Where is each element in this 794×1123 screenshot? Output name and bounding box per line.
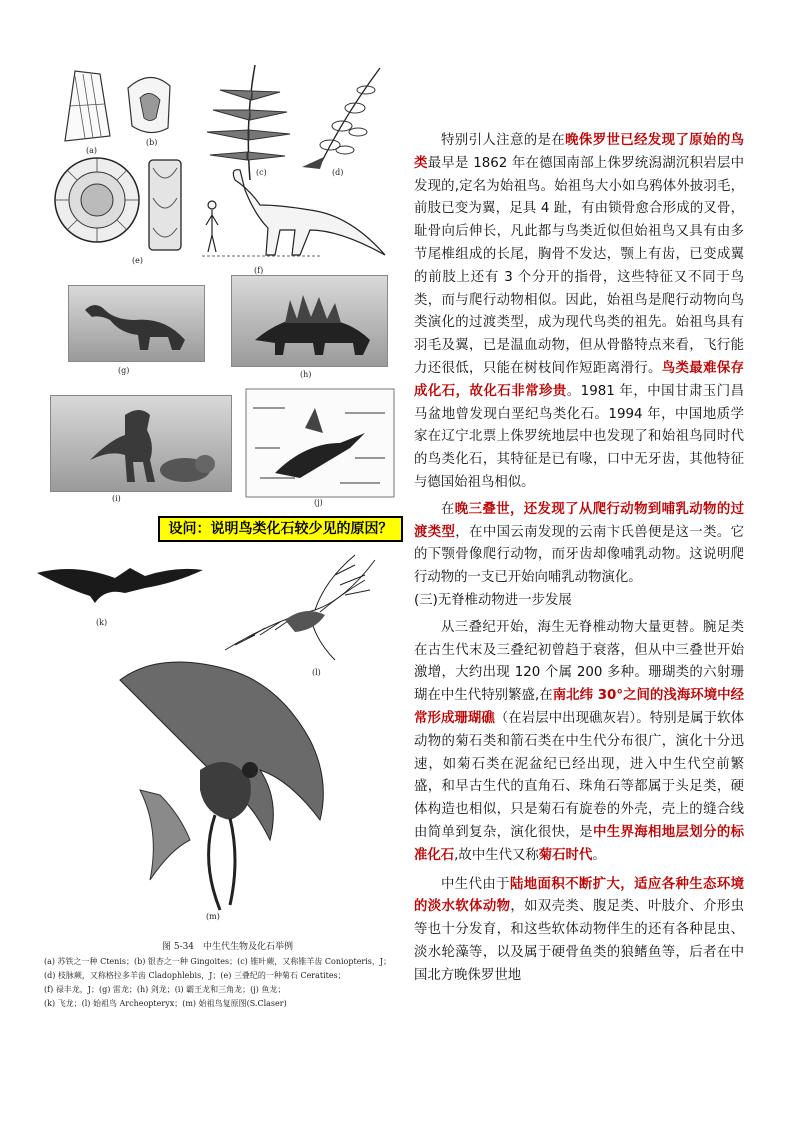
fossil-illustration-k (35, 548, 205, 618)
paragraph-transitional-mammal (414, 499, 744, 590)
text: （在岩层中出现礁灰岩）。特别是属于软体动物的菊石类和箭石类在中生代分布很广，演化十分迅速，如菊石类在泥盆纪已经出现，进入中生代空前繁盛，和早古生代的直角石、珠角石等都属于头足类，硬体构造也相似，只是菊石有旋卷的外壳，壳上的缝合线由简单到复杂，演化很快，是 (414, 710, 744, 840)
paragraph-invertebrates (414, 617, 744, 868)
figure-label-h: (h) (300, 370, 312, 379)
figure-label-i: (i) (112, 494, 121, 503)
text: 特别引人注意的是在 (441, 133, 566, 148)
highlight-text: 中生界海相地层划分的标准化石 (414, 824, 744, 863)
text: ,故中生代又称 (454, 847, 539, 863)
figure-label-g: (g) (118, 366, 130, 375)
figure-label-a: (a) (86, 146, 98, 155)
paragraph-freshwater (414, 874, 744, 988)
brontosaurus-silhouette (80, 295, 195, 355)
highlight-text: 晚三叠世，还发现了从爬行动物到哺乳动物的过渡类型 (414, 501, 745, 540)
figure-label-l: (l) (312, 668, 321, 677)
text: 在 (441, 501, 455, 517)
highlight-text: 陆地面积不断扩大，适应各种生态环境的淡水软体动物 (414, 876, 745, 915)
fossil-illustration-a (55, 66, 115, 146)
section-heading: (三)无脊椎动物进一步发展 (414, 592, 572, 608)
figure-label-e: (e) (132, 256, 143, 265)
figure-label-j: (j) (314, 498, 323, 507)
highlight-text: 南北纬 30°之间的浅海环境中经常形成珊瑚礁 (414, 688, 744, 726)
highlight-text: 晚侏罗世已经发现了原始的鸟类 (414, 133, 745, 171)
highlight-text: 菊石时代 (538, 847, 593, 863)
fossil-illustration-e-section (145, 158, 185, 253)
caption-line: (k) 飞龙；(l) 始祖鸟 Archeopteryx；(m) 始祖鸟复原图(S.Claser) (44, 999, 287, 1008)
text: ，如双壳类、腹足类、叶肢介、介形虫等也十分发育，和这些软体动物伴生的还有各种昆虫、淡水轮藻等，以及属于硬骨鱼类的狼鳍鱼等，后者在中国北方晚侏罗世地 (414, 899, 744, 983)
figure-label-c: (c) (256, 168, 267, 177)
text: 中生代由于 (441, 876, 510, 892)
fossil-illustration-m (80, 650, 380, 925)
text: 最早是 1862 年在德国南部上侏罗统潟湖沉积岩层中发现的,定名为始祖鸟。始祖鸟大小如乌鸦体外披羽毛，前肢已变为翼，足具 4 趾，有由锁骨愈合形成的叉骨，耻骨向后伸长，凡此都与鸟类近似但始祖鸟又具有由多节尾椎组成的长尾，胸骨不发达，颚上有齿，已变成翼的前肢上还有 3 个分开的指骨，这些特征又不同于鸟类，而与爬行动物相似。因此，始祖鸟是爬行动物向鸟类演化的过渡类型，成为现代鸟类的祖先。始祖鸟具有羽毛及翼，已是温血动物，但从骨骼特点来看，飞行能力还很低，只能在树枝间作短距离滑行。 (414, 155, 745, 376)
fossil-illustration-j (245, 388, 395, 498)
caption-line: (d) 枝脉蕨，又称格拉多羊齿 Cladophlebis，J；(e) 三叠纪的一种菊石 Ceratites； (44, 971, 346, 980)
stegosaurus-silhouette (245, 285, 380, 360)
paragraph-archaeopteryx (414, 130, 744, 495)
figure-label-k: (k) (96, 618, 108, 627)
caption-line: (a) 苏铁之一种 Ctenis；(b) 银杏之一种 Gingoites；(c) 锥叶蕨，又称锥羊齿 Coniopteris，J； (44, 957, 392, 966)
figure-label-d: (d) (332, 168, 344, 177)
body-text-column (414, 130, 744, 987)
figure-caption (40, 940, 415, 1011)
fossil-illustration-f (200, 160, 390, 265)
question-callout: 设问：说明鸟类化石较少见的原因？ (158, 516, 403, 542)
fossil-illustration-b (120, 68, 182, 140)
caption-title: 图 5-34 中生代生物及化石举例 (161, 942, 294, 952)
text: 。 (592, 847, 606, 863)
figure-label-f: (f) (254, 266, 264, 275)
text: 。1981 年，中国甘肃玉门昌马盆地曾发现白垩纪鸟类化石。1994 年，中国地质学家在辽宁北票上侏罗统地层中也发现了和始祖鸟同时代的鸟类化石，其特征是已有喙，口中无牙齿，其他特征与德国始祖鸟相似。 (414, 383, 744, 490)
trex-triceratops-silhouette (55, 400, 225, 488)
text: 从三叠纪开始，海生无脊椎动物大量更替。腕足类在古生代末及三叠纪初曾趋于衰落，但从中三叠世开始激增，大约出现 120 个属 200 多种。珊瑚类的六射珊瑚在中生代特别繁盛,在 (414, 619, 744, 704)
figure-label-m: (m) (206, 912, 220, 921)
fossil-illustration-d (300, 60, 395, 170)
fossil-illustration-e-ammonite (52, 155, 142, 245)
text: ，在中国云南发现的云南卞氏兽便是这一类。它的下颚骨像爬行动物，而牙齿却像哺乳动物。这说明爬行动物的一支已开始向哺乳动物演化。 (414, 524, 744, 586)
figure-label-b: (b) (146, 138, 158, 147)
highlight-text: 鸟类最难保存成化石，故化石非常珍贵 (414, 360, 744, 399)
caption-line: (f) 禄丰龙，J；(g) 雷龙；(h) 剑龙；(i) 霸王龙和三角龙；(j) 鱼龙； (44, 985, 286, 994)
